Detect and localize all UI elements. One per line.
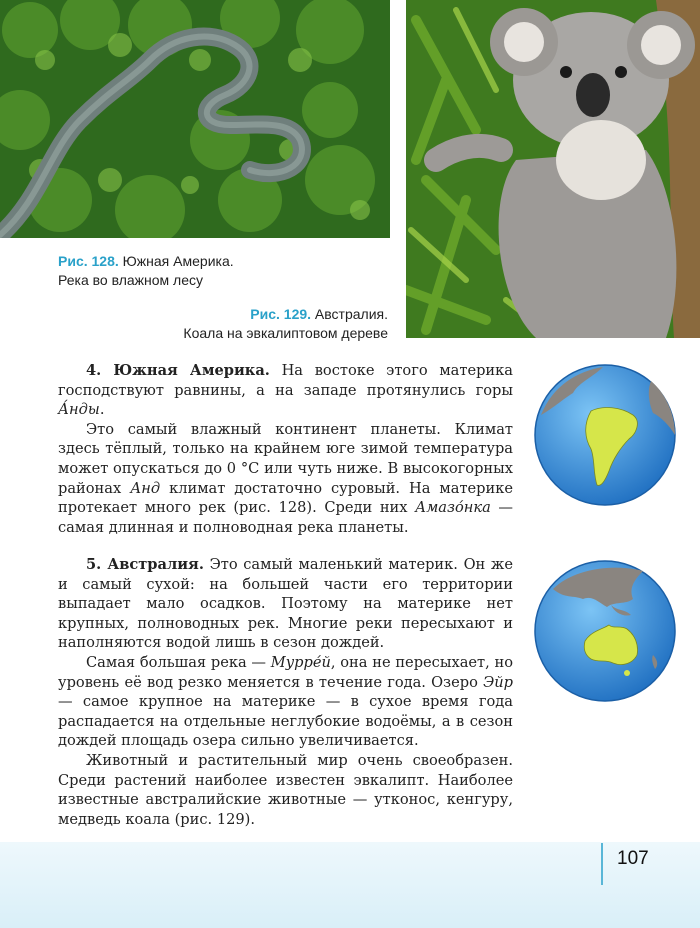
- figure-number: Рис. 129.: [250, 306, 312, 322]
- section-heading: 5. Австралия.: [86, 556, 204, 573]
- page-number-box: [601, 843, 700, 885]
- term-eyre: Эйр: [483, 673, 513, 691]
- term-amazon: Амазо́нка: [415, 499, 491, 517]
- figure-description: Река во влажном лесу: [58, 272, 203, 288]
- australia-globe-illustration: [533, 559, 677, 703]
- section-south-america: [58, 361, 513, 537]
- term-andes: А́нды: [58, 401, 100, 419]
- term-murray: Мурре́й: [270, 653, 331, 671]
- paragraph: Животный и растительный мир очень своеобразен. Среди растений наиболее известен эвкалипт. Наиболее известные австралийские животные — утконос, кенгуру, медведь коала (рис. 129).: [58, 751, 513, 828]
- figure-128-caption: [58, 252, 234, 290]
- paragraph: 4. Южная Америка. На востоке этого материка господствуют равнины, а на западе протянулись горы А́нды.: [58, 362, 513, 419]
- figure-description: Коала на эвкалиптовом дереве: [183, 325, 388, 341]
- term-andes: Анд: [130, 479, 161, 497]
- paragraph: Самая большая река — Мурре́й, она не пересыхает, но уровень её вод резко меняется в течение года. Озеро Эйр — самое крупное на материке — в сухое время года распадается на отдельные неглубокие водоёмы, а в сезон дождей площадь озера сильно увеличивается.: [58, 653, 513, 750]
- figure-title: Южная Америка.: [118, 253, 234, 269]
- figure-number: Рис. 128.: [58, 253, 119, 269]
- section-australia: [58, 555, 513, 829]
- page-footer-band: [0, 842, 700, 928]
- koala-photo: [406, 0, 700, 338]
- section-heading: 4. Южная Америка.: [86, 362, 270, 379]
- figure-129-caption: [183, 305, 388, 343]
- river-rainforest-photo: [0, 0, 390, 238]
- paragraph: Это самый влажный континент планеты. Климат здесь тёплый, только на крайнем юге зимой температура может опускаться до 0 °С или чуть ниже. В высокогорных районах Анд климат достаточно суровый. На материке протекает много рек (рис. 128). Среди них Амазо́нка — самая длинная и полноводная река планеты.: [58, 420, 514, 536]
- page-number: 107: [617, 848, 649, 869]
- paragraph: 5. Австралия. Это самый маленький материк. Он же и самый сухой: на большей части его территории выпадает мало осадков. Поэтому на материке нет крупных, полноводных рек. Многие реки пересыхают и наполняются водой лишь в сезон дождей.: [58, 556, 513, 652]
- figure-title: Австралия.: [311, 306, 388, 322]
- south-america-globe-illustration: [533, 363, 677, 507]
